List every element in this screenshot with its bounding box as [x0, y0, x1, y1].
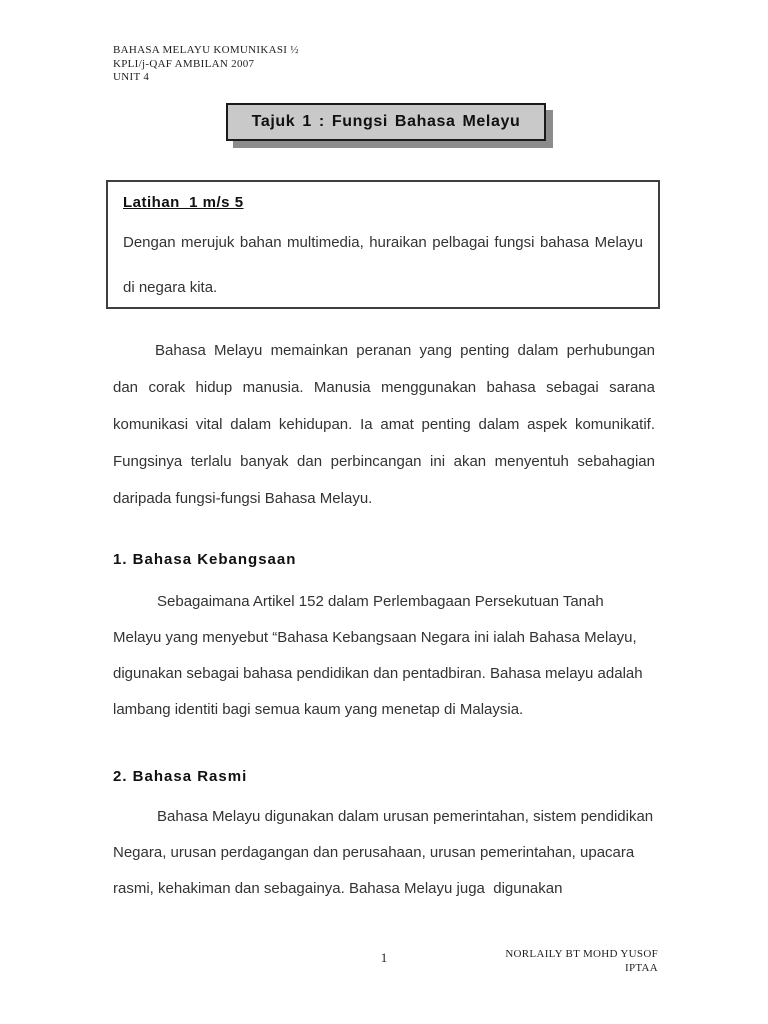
intro-paragraph: Bahasa Melayu memainkan peranan yang penting dalam perhubungan dan corak hidup manusia. Manusia menggunakan bahasa sebagai sarana komunikasi vital dalam kehidupan. Ia amat penting dalam aspek komunikatif. Fungsinya terlalu banyak dan perbincangan ini akan menyentuh sebahagian daripada fungsi-fungsi Bahasa Melayu. [113, 342, 655, 507]
header-line-unit: UNIT 4 [113, 71, 150, 83]
section-2-body: Bahasa Melayu digunakan dalam urusan pemerintahan, sistem pendidikan Negara, urusan perdagangan dan perusahaan, urusan pemerintahan, upacara rasmi, kehakiman dan sebagainya. Bahasa Melayu juga digunakan [113, 808, 654, 897]
footer-institution: IPTAA [624, 961, 658, 974]
section-1-body: Sebagaimana Artikel 152 dalam Perlembagaan Persekutuan Tanah Melayu yang menyebut “Bahasa Kebangsaan Negara ini ialah Bahasa Melayu, digunakan sebagai bahasa pendidikan dan pentadbiran. Bahasa melayu adalah lambang identiti bagi semua kaum yang menetap di Malaysia. [113, 593, 643, 718]
exercise-box [106, 180, 660, 309]
header-line-course: BAHASA MELAYU KOMUNIKASI ½ [113, 44, 299, 56]
exercise-heading: Latihan 1 m/s 5 [123, 194, 244, 211]
footer-author-block [505, 948, 658, 975]
page-number: 1 [380, 950, 388, 965]
section-1-heading: 1. Bahasa Kebangsaan [113, 551, 297, 568]
footer-author: NORLAILY BT MOHD YUSOF [505, 948, 658, 960]
header-line-intake: KPLI/j-QAF AMBILAN 2007 [113, 57, 255, 70]
section-2-heading: 2. Bahasa Rasmi [113, 768, 248, 785]
topic-title-box [226, 103, 546, 141]
exercise-instructions: Dengan merujuk bahan multimedia, huraikan pelbagai fungsi bahasa Melayu di negara kita. [123, 234, 643, 296]
topic-title: Tajuk 1 : Fungsi Bahasa Melayu [251, 113, 521, 130]
document-header [113, 44, 299, 85]
